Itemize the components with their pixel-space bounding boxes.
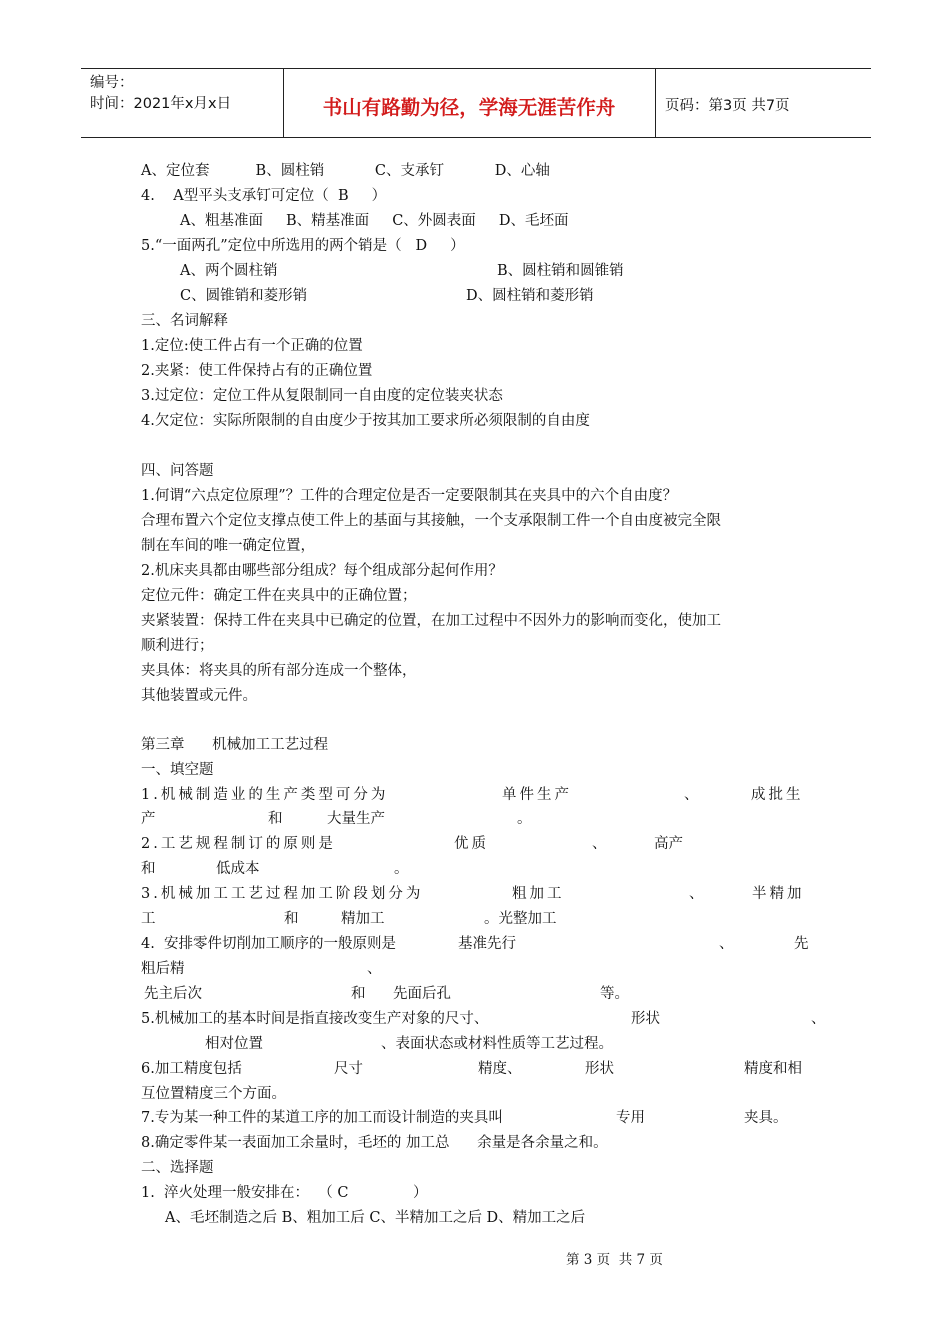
header-divider bbox=[655, 69, 656, 137]
fill-text: 、 bbox=[592, 836, 607, 852]
option-line: A、毛坯制造之后 B、粗加工后 C、半精加工之后 D、精加工之后 bbox=[165, 1210, 586, 1226]
page-footer: 第 3 页 共 7 页 bbox=[566, 1252, 663, 1268]
text-line: 1.定位:使工件占有一个正确的位置 bbox=[141, 338, 363, 354]
fill-answer: 先主后次 bbox=[144, 986, 202, 1002]
fill-text: 。光整加工 bbox=[484, 911, 557, 927]
question-line: 2.机床夹具都由哪些部分组成？每个组成部分起何作用？ bbox=[141, 563, 503, 579]
document-number-label: 编号： bbox=[90, 75, 134, 91]
question-line: 4. A型平头支承钉可定位（ B ） bbox=[141, 188, 387, 204]
fill-text: 、 bbox=[684, 787, 699, 803]
fill-text: 6.加工精度包括 bbox=[141, 1061, 242, 1077]
fill-answer: 粗后精 bbox=[141, 961, 185, 977]
fill-text: 等。 bbox=[600, 986, 629, 1002]
fill-answer: 半精加 bbox=[752, 886, 805, 902]
option-line: A、粗基准面 B、精基准面 C、外圆表面 D、毛坯面 bbox=[180, 213, 569, 229]
fill-text: 、 bbox=[689, 886, 704, 902]
question-line: 1.何谓“六点定位原理”？工件的合理定位是否一定要限制其在夹具中的六个自由度？ bbox=[141, 488, 678, 504]
text-line: 4.欠定位：实际所限制的自由度少于按其加工要求所必须限制的自由度 bbox=[141, 413, 590, 429]
fill-text: 、 bbox=[719, 936, 734, 952]
fill-answer: 工 bbox=[141, 911, 156, 927]
fill-answer: 成批生 bbox=[751, 787, 804, 803]
fill-text: 、表面状态或材料性质等工艺过程。 bbox=[381, 1036, 613, 1052]
fill-text: 7.专为某一种工件的某道工序的加工而设计制造的夹具叫 bbox=[141, 1110, 503, 1126]
fill-answer: 先 bbox=[794, 936, 809, 952]
fill-text: 夹具。 bbox=[744, 1110, 788, 1126]
text-line: 夹紧装置：保持工件在夹具中已确定的位置，在加工过程中不因外力的影响而变化，使加工 bbox=[141, 613, 721, 629]
fill-text: 1.机械制造业的生产类型可分为 bbox=[141, 787, 389, 803]
fill-text: 2.工艺规程制订的原则是 bbox=[141, 836, 336, 852]
fill-text: 和 bbox=[141, 861, 156, 877]
fill-answer: 形状 bbox=[631, 1011, 660, 1027]
question-line: 5.“一面两孔”定位中所选用的两个销是（ D ） bbox=[141, 238, 465, 254]
text-line: 制在车间的唯一确定位置， bbox=[141, 538, 315, 554]
fill-text: 精度和相 bbox=[744, 1061, 802, 1077]
fill-text: 。 bbox=[517, 811, 532, 827]
section-heading: 一、填空题 bbox=[141, 762, 214, 778]
question-line: 1. 淬火处理一般安排在： （ C ） bbox=[141, 1185, 428, 1201]
fill-answer: 先面后孔 bbox=[393, 986, 451, 1002]
fill-answer: 产 bbox=[141, 811, 156, 827]
text-line: 合理布置六个定位支撑点使工件上的基面与其接触，一个支承限制工件一个自由度被完全限 bbox=[141, 513, 721, 529]
header-motto: 书山有路勤为径，学海无涯苦作舟 bbox=[322, 96, 616, 119]
fill-text: 5.机械加工的基本时间是指直接改变生产对象的尺寸、 bbox=[141, 1011, 489, 1027]
fill-answer: 精加工 bbox=[341, 911, 385, 927]
text-line: 顺利进行； bbox=[141, 638, 214, 654]
fill-text: 3.机械加工工艺过程加工阶段划分为 bbox=[141, 886, 424, 902]
fill-text: 4. 安排零件切削加工顺序的一般原则是 bbox=[141, 936, 397, 952]
option-text: D、圆柱销和菱形销 bbox=[466, 288, 594, 304]
fill-text: 精度、 bbox=[478, 1061, 522, 1077]
date-label: 时间：2021年x月x日 bbox=[90, 96, 232, 112]
fill-text: 和 bbox=[268, 811, 283, 827]
fill-answer: 相对位置 bbox=[205, 1036, 263, 1052]
text-line: A、定位套 B、圆柱销 C、支承钉 D、心轴 bbox=[141, 163, 550, 179]
fill-text: 、 bbox=[811, 1011, 826, 1027]
fill-text: 。 bbox=[394, 861, 409, 877]
fill-answer: 低成本 bbox=[216, 861, 260, 877]
fill-answer: 专用 bbox=[616, 1110, 645, 1126]
fill-answer: 优质 bbox=[454, 836, 489, 852]
option-text: C、圆锥销和菱形销 bbox=[180, 288, 308, 304]
chapter-heading: 第三章 机械加工工艺过程 bbox=[141, 737, 329, 753]
fill-answer: 单件生产 bbox=[502, 787, 572, 803]
fill-text: 互位置精度三个方面。 bbox=[141, 1086, 286, 1102]
text-line: 其他装置或元件。 bbox=[141, 688, 257, 704]
option-text: B、圆柱销和圆锥销 bbox=[497, 263, 624, 279]
fill-answer: 高产 bbox=[654, 836, 683, 852]
header-left bbox=[90, 73, 231, 115]
text-line: 定位元件：确定工件在夹具中的正确位置； bbox=[141, 588, 417, 604]
fill-answer: 大量生产 bbox=[327, 811, 385, 827]
text-line: 3.过定位：定位工件从复限制同一自由度的定位装夹状态 bbox=[141, 388, 503, 404]
option-text: A、两个圆柱销 bbox=[180, 263, 278, 279]
section-heading: 四、问答题 bbox=[141, 463, 214, 479]
text-line: 夹具体：将夹具的所有部分连成一个整体， bbox=[141, 663, 417, 679]
page-header bbox=[81, 68, 871, 138]
header-page-label: 页码：第3页 共7页 bbox=[665, 98, 790, 114]
fill-answer: 粗加工 bbox=[512, 886, 565, 902]
fill-text: 和 bbox=[284, 911, 299, 927]
fill-text: 、 bbox=[367, 961, 382, 977]
text-line: 2.夹紧：使工件保持占有的正确位置 bbox=[141, 363, 373, 379]
fill-answer: 基准先行 bbox=[458, 936, 516, 952]
section-heading: 三、名词解释 bbox=[141, 313, 228, 329]
fill-answer: 尺寸 bbox=[334, 1061, 363, 1077]
fill-answer: 形状 bbox=[585, 1061, 614, 1077]
fill-text: 8.确定零件某一表面加工余量时，毛坯的 加工总 余量是各余量之和。 bbox=[141, 1135, 608, 1151]
section-heading: 二、选择题 bbox=[141, 1160, 214, 1176]
fill-text: 和 bbox=[351, 986, 366, 1002]
